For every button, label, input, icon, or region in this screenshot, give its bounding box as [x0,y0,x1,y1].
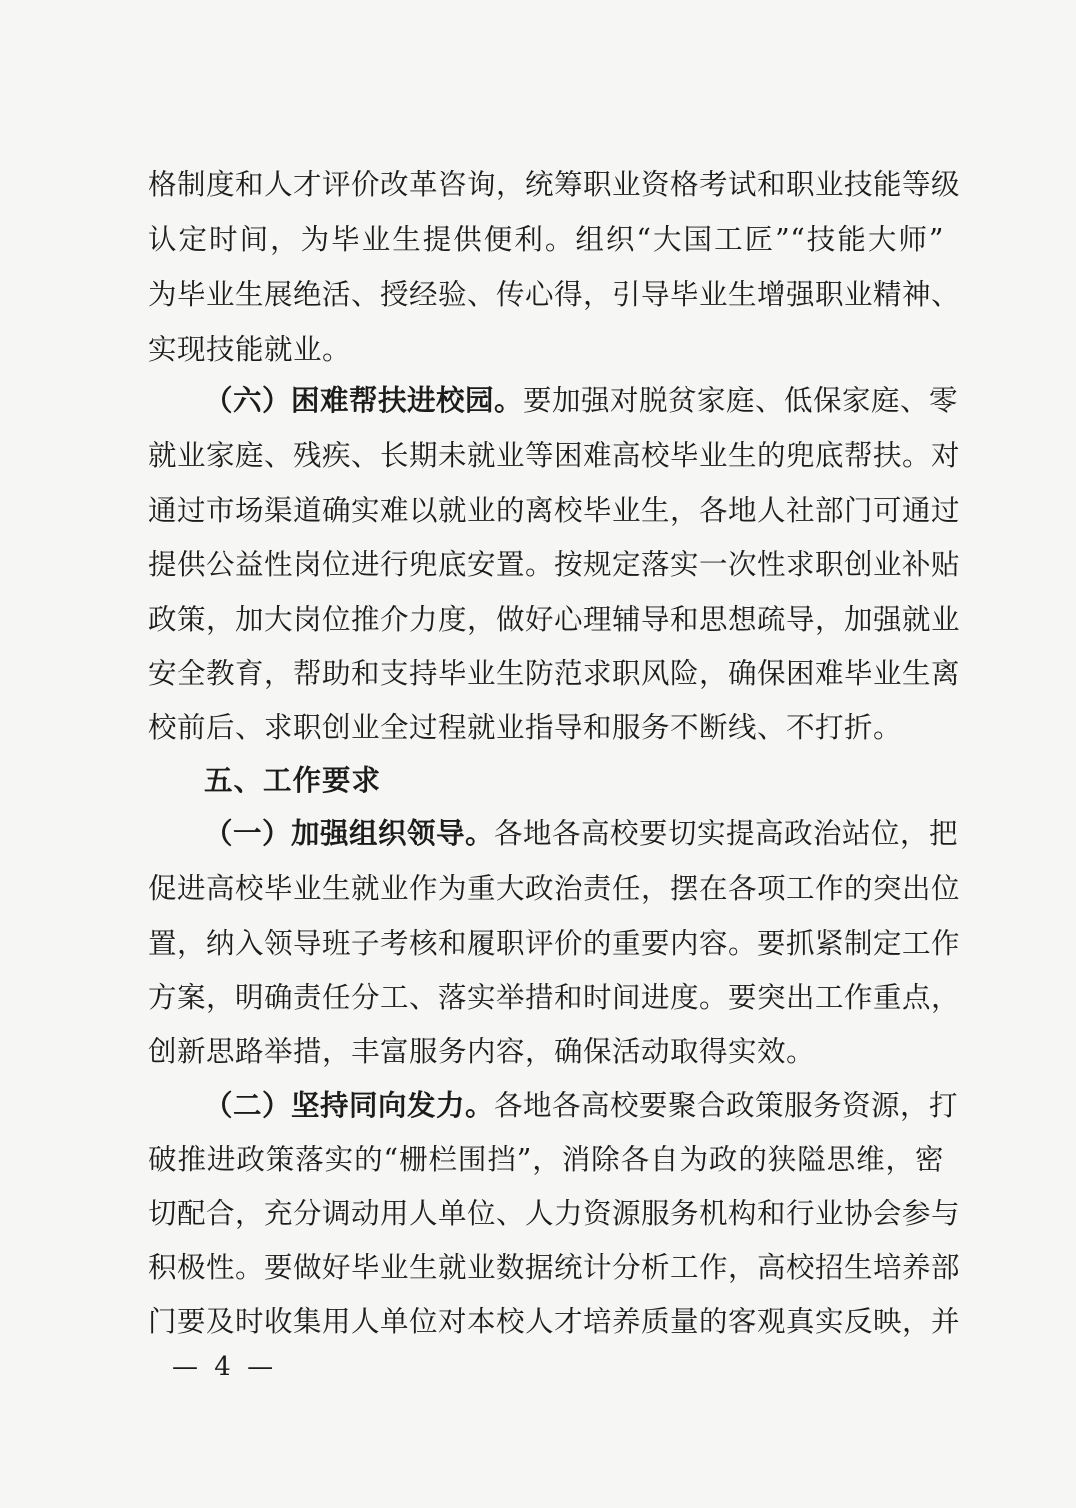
section-heading-five: 五、工作要求 [204,764,382,797]
page-number: — 4 — [172,1352,278,1382]
text-line: 校前后、求职创业全过程就业指导和服务不断线、不打折。 [148,711,903,744]
text-line: 置，纳入领导班子考核和履职评价的重要内容。要抓紧制定工作 [148,927,961,960]
text-run: 各地各高校要聚合政策服务资源，打 [494,1089,959,1122]
paragraph-two-first-line [204,1087,959,1125]
text-line: 积极性。要做好毕业生就业数据统计分析工作，高校招生培养部 [148,1251,961,1284]
text-line: 创新思路举措，丰富服务内容，确保活动取得实效。 [148,1035,816,1068]
text-line: 实现技能就业。 [148,333,352,366]
text-line: 认定时间，为毕业生提供便利。组织“大国工匠”“技能大师” [148,223,944,256]
paragraph-one-first-line [204,815,959,853]
text-line: 提供公益性岗位进行兜底安置。按规定落实一次性求职创业补贴 [148,548,961,581]
heading-one: （一）加强组织领导。 [204,817,495,850]
text-line: 门要及时收集用人单位对本校人才培养质量的客观真实反映，并 [148,1305,961,1338]
text-line: 格制度和人才评价改革咨询，统筹职业资格考试和职业技能等级 [148,168,961,201]
heading-six: （六）困难帮扶进校园。 [204,384,524,417]
text-line: 切配合，充分调动用人单位、人力资源服务机构和行业协会参与 [148,1197,961,1230]
text-line: 为毕业生展绝活、授经验、传心得，引导毕业生增强职业精神、 [148,278,961,311]
text-line: 就业家庭、残疾、长期未就业等困难高校毕业生的兜底帮扶。对 [148,439,961,472]
text-line: 破推进政策落实的“栅栏围挡”，消除各自为政的狭隘思维，密 [148,1143,944,1176]
text-run: 各地各高校要切实提高政治站位，把 [494,817,959,850]
text-line: 通过市场渠道确实难以就业的离校毕业生，各地人社部门可通过 [148,494,961,527]
text-line: 政策，加大岗位推介力度，做好心理辅导和思想疏导，加强就业 [148,603,961,636]
text-line: 方案，明确责任分工、落实举措和时间进度。要突出工作重点， [148,981,961,1014]
text-line: 安全教育，帮助和支持毕业生防范求职风险，确保困难毕业生离 [148,657,961,690]
text-run: 要加强对脱贫家庭、低保家庭、零 [523,384,959,417]
heading-two: （二）坚持同向发力。 [204,1089,495,1122]
text-line: 促进高校毕业生就业作为重大政治责任，摆在各项工作的突出位 [148,872,961,905]
paragraph-six-first-line [204,382,959,420]
